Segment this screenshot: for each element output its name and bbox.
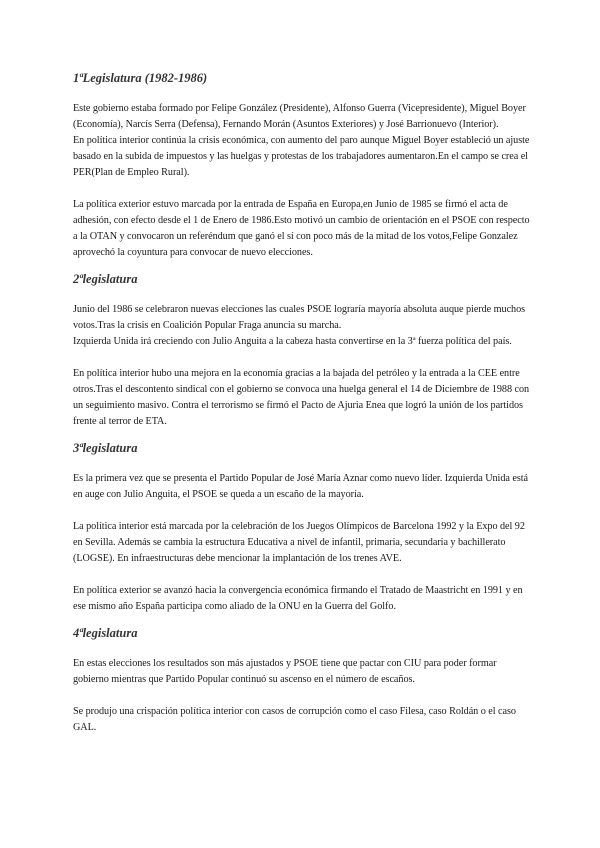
- section-legislatura-4: [73, 625, 533, 736]
- paragraph: En estas elecciones los resultados son más ajustados y PSOE tiene que pactar con CIU para poder formar gobierno mientras que Partido Popular continuó su ascenso en el número de escaños.: [73, 658, 497, 685]
- paragraph-spacer: [73, 688, 533, 704]
- paragraph: Izquierda Unida irá creciendo con Julio Anguita a la cabeza hasta convertirse en la 3ª fuerza política del país.: [73, 336, 512, 347]
- section-legislatura-1: [73, 70, 533, 261]
- paragraph-spacer: [73, 503, 533, 519]
- paragraph: Se produjo una crispación política interior con casos de corrupción como el caso Filesa, caso Roldán o el caso GAL.: [73, 706, 516, 733]
- section-heading: 3ªlegislatura: [73, 441, 138, 455]
- section-heading: 4ªlegislatura: [73, 626, 138, 640]
- paragraph: En política interior hubo una mejora en la economía gracias a la bajada del petróleo y la entrada a la CEE entre otros.Tras el descontento sindical con el gobierno se convoca una huelga general el 14 de Diciembre de 1988 con un seguimiento masivo. Contra el terrorismo se firmó el Pacto de Ajuria Enea que logró la unión de los partidos frente al terror de ETA.: [73, 368, 530, 427]
- paragraph: La política interior está marcada por la celebración de los Juegos Olímpicos de Barcelona 1992 y la Expo del 92 en Sevilla. Además se cambia la estructura Educativa a nivel de infantil, primaria, secundaria y bachillerato (LOGSE). En infraestructuras debe mencionar la implantación de los trenes AVE.: [73, 521, 525, 564]
- paragraph: Este gobierno estaba formado por Felipe González (Presidente), Alfonso Guerra (Vicepresidente), Miguel Boyer (Economía), Narcís Serra (Defensa), Fernando Morán (Asuntos Exteriores) y José Barrionuevo (Interior).: [73, 103, 526, 130]
- paragraph: En política exterior se avanzó hacia la convergencia económica firmando el Tratado de Maastricht en 1991 y en ese mismo año España participa como aliado de la ONU en la Guerra del Golfo.: [73, 585, 523, 612]
- paragraph: La política exterior estuvo marcada por la entrada de España en Europa,en Junio de 1985 se firmó el acta de adhesión, con efecto desde el 1 de Enero de 1986.Esto motivó un cambio de orientación en el PSOE con respecto a la OTAN y convocaron un referéndum que ganó el sí con poco más de la mitad de los votos,Felipe Gonzalez aprovechó la coyuntura para convocar de nuevo elecciones.: [73, 199, 530, 258]
- paragraph-spacer: [73, 350, 533, 366]
- section-heading: 1ªLegislatura (1982-1986): [73, 71, 208, 85]
- section-legislatura-2: [73, 271, 533, 430]
- paragraph: En política interior continúa la crisis económica, con aumento del paro aunque Miguel Boyer estableció un ajuste basado en la subida de impuestos y las huelgas y protestas de los trabajadores aumentaron.En el campo se crea el PER(Plan de Empleo Rural).: [73, 135, 530, 178]
- document-page: [73, 70, 533, 746]
- paragraph-spacer: [73, 567, 533, 583]
- paragraph-spacer: [73, 181, 533, 197]
- paragraph: Junio del 1986 se celebraron nuevas elecciones las cuales PSOE lograría mayoría absoluta auque pierde muchos votos.Tras la crisis en Coalición Popular Fraga anuncia su marcha.: [73, 304, 526, 331]
- paragraph: Es la primera vez que se presenta el Partido Popular de José María Aznar como nuevo líder. Izquierda Unida está en auge con Julio Anguita, el PSOE se queda a un escaño de la mayoría.: [73, 473, 528, 500]
- section-legislatura-3: [73, 440, 533, 615]
- section-heading: 2ªlegislatura: [73, 272, 138, 286]
